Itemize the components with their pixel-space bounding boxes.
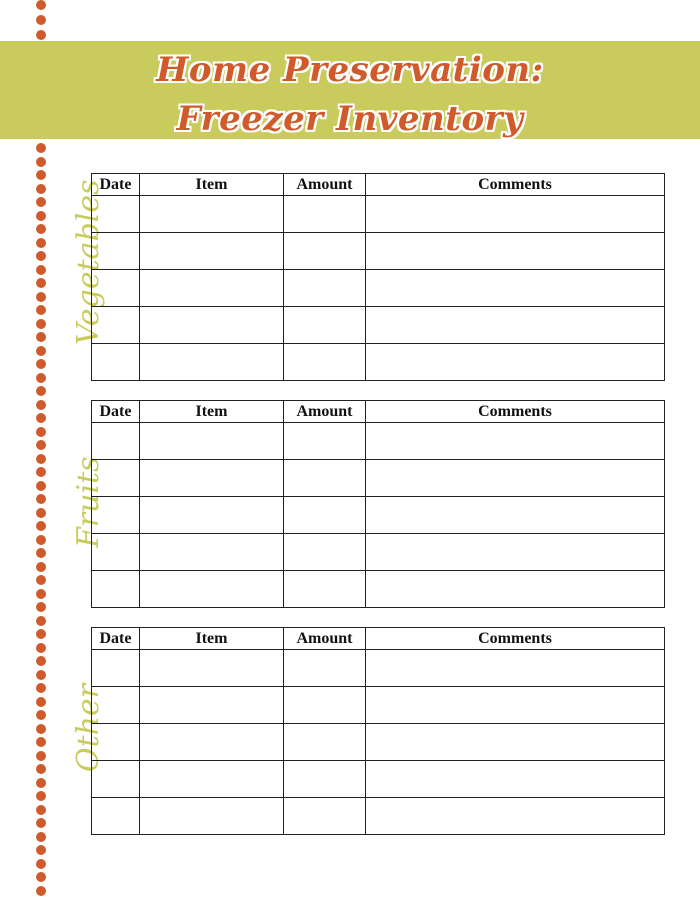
margin-dot <box>36 710 46 720</box>
table-row <box>92 344 665 381</box>
table-row <box>92 798 665 835</box>
comments-cell <box>366 460 665 497</box>
item-cell <box>140 650 284 687</box>
table-row <box>92 534 665 571</box>
date-cell <box>92 423 140 460</box>
page-title-line-1: Home Preservation: <box>156 50 544 90</box>
margin-dot <box>36 535 46 545</box>
date-cell <box>92 233 140 270</box>
margin-dot <box>36 670 46 680</box>
comments-cell <box>366 423 665 460</box>
margin-dot <box>36 481 46 491</box>
margin-dot <box>36 602 46 612</box>
margin-dot <box>36 413 46 423</box>
margin-dot <box>36 764 46 774</box>
margin-dot <box>36 0 46 10</box>
comments-cell <box>366 233 665 270</box>
margin-dot <box>36 143 46 153</box>
date-cell <box>92 307 140 344</box>
amount-cell <box>284 270 366 307</box>
margin-dot <box>36 494 46 504</box>
amount-cell <box>284 196 366 233</box>
item-cell <box>140 423 284 460</box>
table-header-row <box>92 401 665 423</box>
date-cell <box>92 724 140 761</box>
comments-cell <box>366 344 665 381</box>
date-cell <box>92 761 140 798</box>
margin-dot <box>36 359 46 369</box>
margin-dot <box>36 427 46 437</box>
section-label-vegetables: Vegetables <box>71 179 106 345</box>
column-header-amount: Amount <box>284 174 366 196</box>
margin-dot <box>36 589 46 599</box>
table-row <box>92 270 665 307</box>
margin-dot <box>36 211 46 221</box>
table-row <box>92 497 665 534</box>
amount-cell <box>284 724 366 761</box>
date-cell <box>92 344 140 381</box>
margin-dot <box>36 886 46 896</box>
margin-dot <box>36 197 46 207</box>
table-row <box>92 571 665 608</box>
margin-dot <box>36 157 46 167</box>
comments-cell <box>366 307 665 344</box>
comments-cell <box>366 534 665 571</box>
column-header-item: Item <box>140 401 284 423</box>
item-cell <box>140 724 284 761</box>
margin-dot <box>36 616 46 626</box>
amount-cell <box>284 307 366 344</box>
amount-cell <box>284 233 366 270</box>
margin-dot <box>36 575 46 585</box>
amount-cell <box>284 571 366 608</box>
margin-dot <box>36 265 46 275</box>
table-row <box>92 233 665 270</box>
comments-cell <box>366 687 665 724</box>
date-cell <box>92 270 140 307</box>
margin-dot <box>36 278 46 288</box>
table-row <box>92 196 665 233</box>
inventory-table-vegetables <box>91 173 665 381</box>
comments-cell <box>366 196 665 233</box>
column-header-date: Date <box>92 174 140 196</box>
margin-dot <box>36 629 46 639</box>
date-cell <box>92 497 140 534</box>
margin-dot <box>36 548 46 558</box>
item-cell <box>140 233 284 270</box>
table-header-row <box>92 174 665 196</box>
margin-dot <box>36 832 46 842</box>
margin-dot <box>36 656 46 666</box>
comments-cell <box>366 761 665 798</box>
margin-dot <box>36 562 46 572</box>
margin-dot <box>36 386 46 396</box>
amount-cell <box>284 687 366 724</box>
column-header-item: Item <box>140 628 284 650</box>
amount-cell <box>284 798 366 835</box>
item-cell <box>140 534 284 571</box>
comments-cell <box>366 497 665 534</box>
table-row <box>92 761 665 798</box>
column-header-date: Date <box>92 401 140 423</box>
date-cell <box>92 571 140 608</box>
inventory-table-fruits <box>91 400 665 608</box>
margin-dot <box>36 724 46 734</box>
date-cell <box>92 798 140 835</box>
item-cell <box>140 307 284 344</box>
page-title-line-2: Freezer Inventory <box>176 99 524 139</box>
inventory-table-other <box>91 627 665 835</box>
margin-dot <box>36 737 46 747</box>
comments-cell <box>366 571 665 608</box>
date-cell <box>92 460 140 497</box>
date-cell <box>92 534 140 571</box>
margin-dot <box>36 305 46 315</box>
item-cell <box>140 460 284 497</box>
margin-dot <box>36 751 46 761</box>
comments-cell <box>366 650 665 687</box>
section-label-fruits: Fruits <box>71 456 106 548</box>
table-row <box>92 650 665 687</box>
item-cell <box>140 196 284 233</box>
margin-dot <box>36 791 46 801</box>
amount-cell <box>284 423 366 460</box>
amount-cell <box>284 650 366 687</box>
margin-dot <box>36 467 46 477</box>
table-body <box>92 196 665 381</box>
table-body <box>92 423 665 608</box>
date-cell <box>92 687 140 724</box>
column-header-amount: Amount <box>284 628 366 650</box>
item-cell <box>140 497 284 534</box>
margin-dot <box>36 440 46 450</box>
margin-dot <box>36 845 46 855</box>
amount-cell <box>284 534 366 571</box>
table-row <box>92 687 665 724</box>
margin-dot <box>36 251 46 261</box>
column-header-comments: Comments <box>366 628 665 650</box>
margin-dot <box>36 454 46 464</box>
item-cell <box>140 687 284 724</box>
amount-cell <box>284 761 366 798</box>
table-header-row <box>92 628 665 650</box>
margin-dot <box>36 643 46 653</box>
margin-dot <box>36 872 46 882</box>
column-header-comments: Comments <box>366 401 665 423</box>
margin-dot <box>36 30 46 40</box>
table-body <box>92 650 665 835</box>
margin-dot <box>36 508 46 518</box>
margin-dot <box>36 859 46 869</box>
margin-dot <box>36 818 46 828</box>
margin-dot <box>36 521 46 531</box>
item-cell <box>140 344 284 381</box>
table-row <box>92 724 665 761</box>
table-row <box>92 423 665 460</box>
margin-dot <box>36 292 46 302</box>
item-cell <box>140 270 284 307</box>
table-row <box>92 460 665 497</box>
item-cell <box>140 571 284 608</box>
section-label-other: Other <box>71 683 106 772</box>
margin-dot <box>36 238 46 248</box>
column-header-date: Date <box>92 628 140 650</box>
margin-dot <box>36 697 46 707</box>
margin-dot <box>36 224 46 234</box>
amount-cell <box>284 344 366 381</box>
date-cell <box>92 196 140 233</box>
margin-dot <box>36 332 46 342</box>
margin-dot <box>36 170 46 180</box>
item-cell <box>140 761 284 798</box>
margin-dot <box>36 683 46 693</box>
amount-cell <box>284 460 366 497</box>
margin-dot <box>36 400 46 410</box>
column-header-amount: Amount <box>284 401 366 423</box>
date-cell <box>92 650 140 687</box>
margin-dot <box>36 373 46 383</box>
comments-cell <box>366 798 665 835</box>
margin-dot <box>36 319 46 329</box>
margin-dot <box>36 184 46 194</box>
margin-dot <box>36 778 46 788</box>
table-row <box>92 307 665 344</box>
comments-cell <box>366 724 665 761</box>
item-cell <box>140 798 284 835</box>
margin-dot <box>36 15 46 25</box>
comments-cell <box>366 270 665 307</box>
amount-cell <box>284 497 366 534</box>
column-header-item: Item <box>140 174 284 196</box>
column-header-comments: Comments <box>366 174 665 196</box>
margin-dot <box>36 805 46 815</box>
margin-dot <box>36 346 46 356</box>
